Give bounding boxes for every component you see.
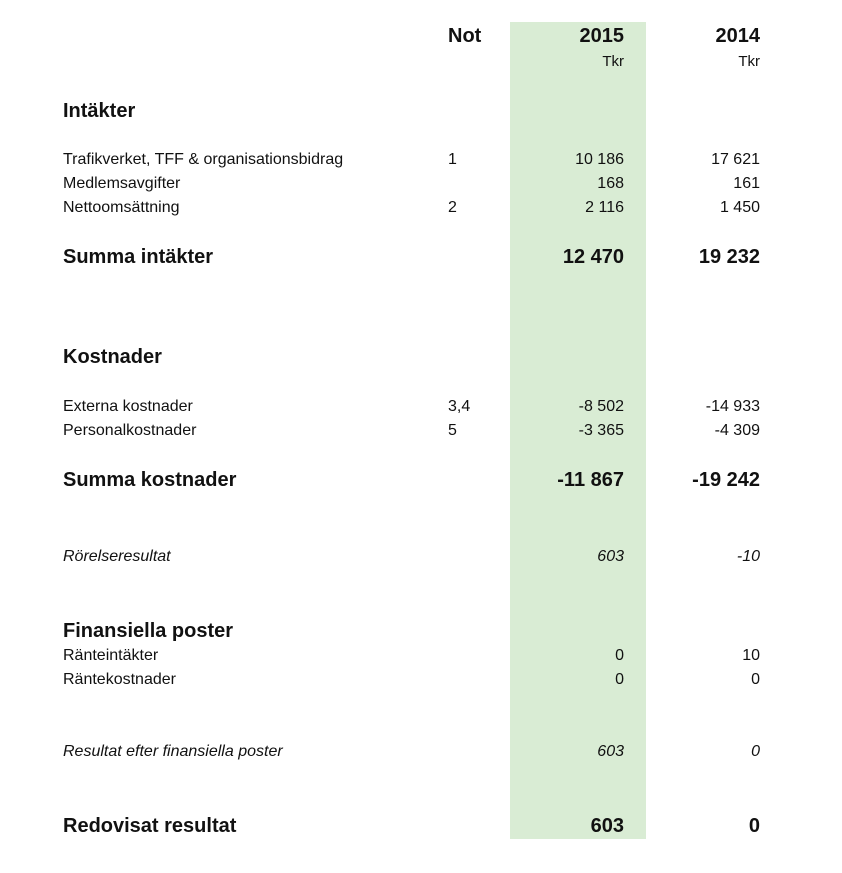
resultat-efter-label: Resultat efter finansiella poster xyxy=(63,743,283,760)
sum-intakter-2014: 19 232 xyxy=(698,246,760,268)
row-value-2015: 0 xyxy=(615,671,624,688)
row-value-2015: 168 xyxy=(597,175,624,192)
row-value-2014: 1 450 xyxy=(719,199,760,216)
row-value-2014: 161 xyxy=(733,175,760,192)
year-2015-header: 2015 xyxy=(579,25,624,47)
row-label: Personalkostnader xyxy=(63,422,197,439)
row-note: 3,4 xyxy=(448,398,471,415)
row-label: Nettoomsättning xyxy=(63,199,180,216)
row-value-2014: 17 621 xyxy=(711,151,760,168)
row-value-2014: -14 933 xyxy=(705,398,760,415)
section-heading-intakter: Intäkter xyxy=(63,100,136,122)
sum-kostnader-2015: -11 867 xyxy=(557,469,624,491)
not-column-header: Not xyxy=(448,25,482,47)
row-value-2014: 10 xyxy=(742,647,760,664)
row-label: Externa kostnader xyxy=(63,398,193,415)
sum-kostnader-label: Summa kostnader xyxy=(63,469,237,491)
row-value-2015: -3 365 xyxy=(578,422,624,439)
section-heading-kostnader: Kostnader xyxy=(63,346,162,368)
row-label: Ränteintäkter xyxy=(63,647,159,664)
rorelseresultat-2015: 603 xyxy=(597,548,624,565)
row-note: 2 xyxy=(448,199,457,216)
row-label: Medlemsavgifter xyxy=(63,175,181,192)
rorelseresultat-label: Rörelseresultat xyxy=(63,548,171,565)
row-value-2015: 2 116 xyxy=(585,199,624,216)
row-value-2014: -4 309 xyxy=(714,422,760,439)
redovisat-resultat-2014: 0 xyxy=(748,815,760,837)
row-value-2015: -8 502 xyxy=(578,398,624,415)
redovisat-resultat-label: Redovisat resultat xyxy=(63,815,237,837)
rorelseresultat-2014: -10 xyxy=(736,548,760,565)
row-value-2015: 10 186 xyxy=(575,151,624,168)
row-note: 5 xyxy=(448,422,457,439)
unit-2014-label: Tkr xyxy=(738,53,760,70)
sum-intakter-label: Summa intäkter xyxy=(63,246,214,268)
unit-2015-label: Tkr xyxy=(602,53,624,70)
row-label: Trafikverket, TFF & organisationsbidrag xyxy=(63,151,344,168)
section-heading-finansiella: Finansiella poster xyxy=(63,620,234,642)
sum-intakter-2015: 12 470 xyxy=(562,246,624,268)
resultat-efter-2014: 0 xyxy=(751,743,760,760)
row-value-2015: 0 xyxy=(615,647,624,664)
row-value-2014: 0 xyxy=(751,671,760,688)
sum-kostnader-2014: -19 242 xyxy=(692,469,760,491)
row-label: Räntekostnader xyxy=(63,671,176,688)
row-note: 1 xyxy=(448,151,457,168)
redovisat-resultat-2015: 603 xyxy=(590,815,624,837)
resultat-efter-2015: 603 xyxy=(597,743,624,760)
year-2014-header: 2014 xyxy=(715,25,760,47)
